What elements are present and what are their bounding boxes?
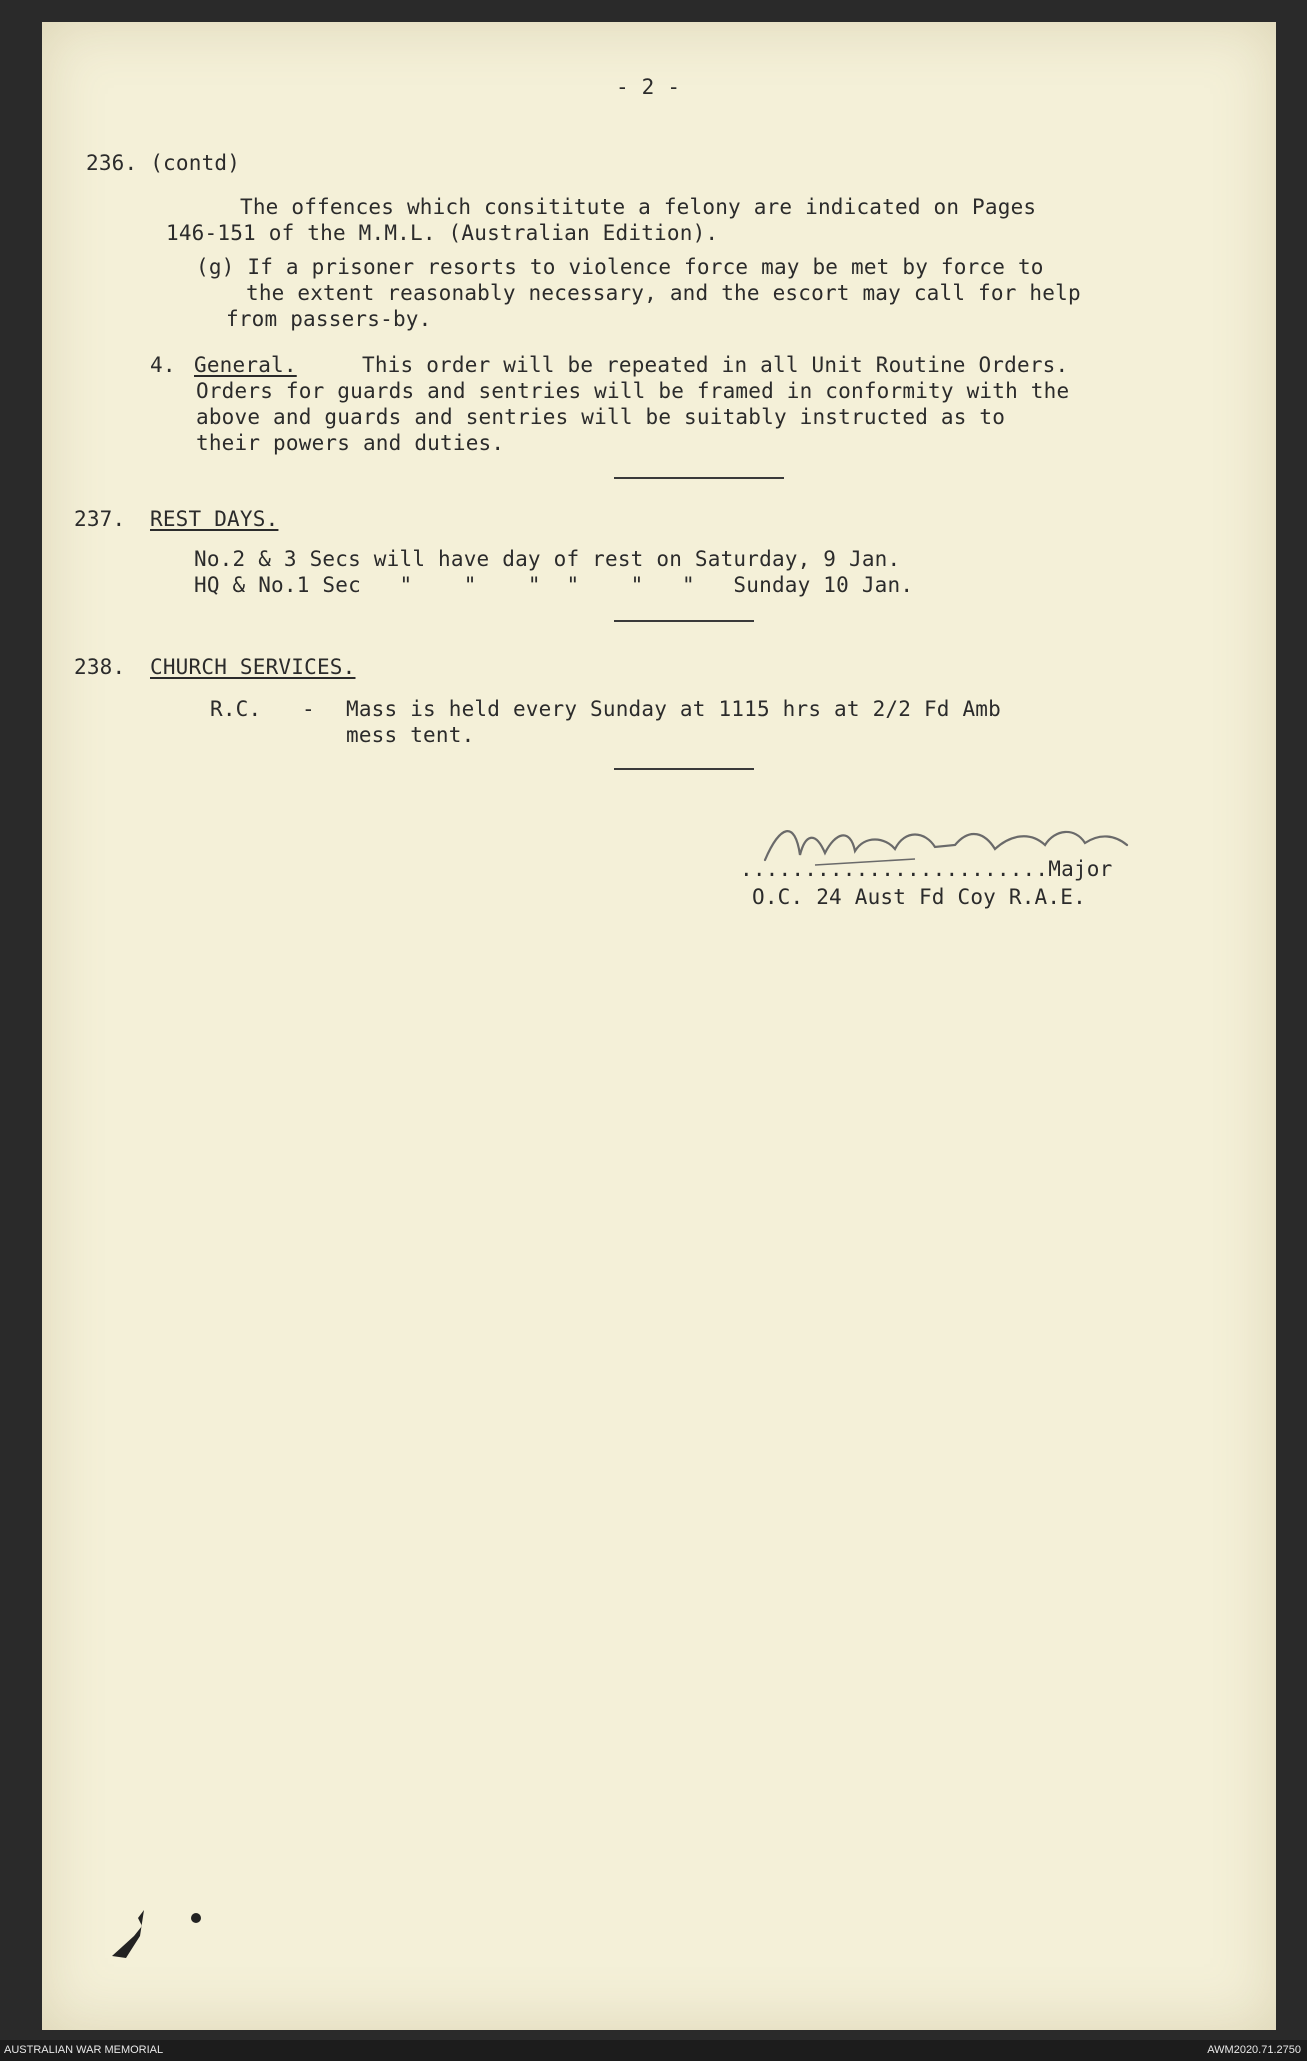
paper-damage-mark [104, 1896, 214, 1966]
footer-institution: AUSTRALIAN WAR MEMORIAL [4, 2044, 164, 2056]
section-divider [614, 477, 784, 479]
item-237-title: REST DAYS. [150, 507, 279, 531]
item-236-p4-number: 4. [150, 353, 176, 377]
footer-reference: AWM2020.71.2750 [1207, 2044, 1301, 2056]
item-236-p4-line-3: above and guards and sentries will be suitably instructed as to [196, 405, 1006, 429]
item-238-number: 238. [74, 655, 126, 679]
item-237-line-2: HQ & No.1 Sec " " " " " " Sunday 10 Jan. [194, 573, 914, 597]
item-236-p4-title: General. [194, 353, 297, 377]
signature-dots-rank: ........................Major [740, 857, 1113, 881]
archive-footer [0, 2040, 1307, 2061]
section-divider [614, 620, 754, 622]
signature-unit: O.C. 24 Aust Fd Coy R.A.E. [752, 885, 1086, 909]
page-number: - 2 - [616, 75, 681, 99]
item-236-p4-line-2: Orders for guards and sentries will be framed in conformity with the [196, 379, 1070, 403]
item-236-g-line-3: from passers-by. [226, 307, 432, 331]
item-237-number: 237. [74, 507, 126, 531]
item-236-p4-line-4: their powers and duties. [196, 431, 505, 455]
item-236-line-1: The offences which consititute a felony are indicated on Pages [240, 195, 1037, 219]
item-236-g-line-2: the extent reasonably necessary, and the escort may call for help [246, 281, 1081, 305]
item-236-g-line-1: (g) If a prisoner resorts to violence force may be met by force to [196, 255, 1044, 279]
item-238-title: CHURCH SERVICES. [150, 655, 356, 679]
item-238-dash: - [302, 697, 315, 721]
item-236-heading: 236. (contd) [86, 151, 241, 175]
item-238-rc-label: R.C. [210, 697, 262, 721]
item-236-p4-line-1: This order will be repeated in all Unit Routine Orders. [362, 353, 1069, 377]
item-238-rc-line-2: mess tent. [346, 723, 475, 747]
item-236-line-2: 146-151 of the M.M.L. (Australian Edition). [166, 221, 719, 245]
section-divider [614, 768, 754, 770]
item-237-line-1: No.2 & 3 Secs will have day of rest on Saturday, 9 Jan. [194, 547, 901, 571]
item-238-rc-line-1: Mass is held every Sunday at 1115 hrs at 2/2 Fd Amb [346, 697, 1001, 721]
